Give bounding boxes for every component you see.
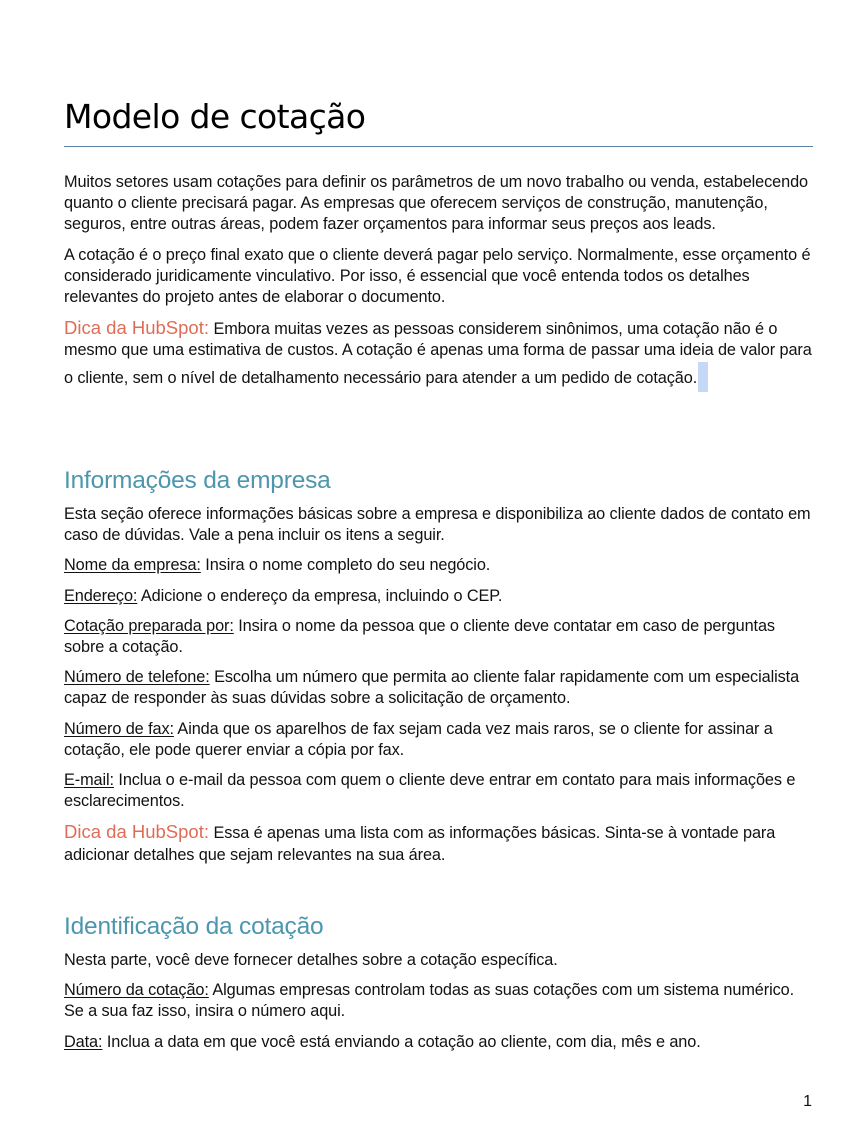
field-text: Inclua o e-mail da pessoa com quem o cliente deve entrar em contato para mais informações e esclarecimentos. xyxy=(64,771,796,811)
field-email[interactable] xyxy=(64,770,814,812)
title-divider xyxy=(64,146,813,147)
field-label: Nome da empresa: xyxy=(64,556,201,575)
field-label: Número de fax: xyxy=(64,719,174,738)
section-quote-identification xyxy=(64,912,814,1062)
section-company-info xyxy=(64,466,814,875)
field-label: Data: xyxy=(64,1032,103,1051)
intro-paragraph[interactable]: A cotação é o preço final exato que o cliente deverá pagar pelo serviço. Normalmente, esse orçamento é considerado juridicamente vinculativo. Por isso, é essencial que você entenda todos os detalhes relevantes do projeto antes de elaborar o documento. xyxy=(64,245,811,307)
tip-text: Essa é apenas uma lista com as informações básicas. Sinta-se à vontade para adicionar detalhes que sejam relevantes na sua área. xyxy=(64,824,776,864)
hubspot-tip[interactable] xyxy=(64,821,814,865)
field-text: Adicione o endereço da empresa, incluindo o CEP. xyxy=(137,586,503,605)
field-company-name[interactable] xyxy=(64,555,814,576)
field-prepared-by[interactable] xyxy=(64,616,814,658)
text-cursor-selection xyxy=(698,362,708,392)
section-heading[interactable]: Identificação da cotação xyxy=(64,913,324,940)
page-number: 1 xyxy=(803,1093,812,1110)
field-address[interactable] xyxy=(64,586,814,607)
field-phone[interactable] xyxy=(64,667,814,709)
intro-paragraph[interactable]: Muitos setores usam cotações para definir os parâmetros de um novo trabalho ou venda, estabelecendo quanto o cliente precisará pagar. As empresas que oferecem serviços de construção, manutenção, seguros, entre outras áreas, podem fazer orçamentos para informar seus preços aos leads. xyxy=(64,173,808,234)
field-text: Insira o nome completo do seu negócio. xyxy=(200,556,491,575)
field-label: Cotação preparada por: xyxy=(64,616,234,635)
field-fax[interactable] xyxy=(64,719,814,761)
field-label: Número da cotação: xyxy=(64,981,209,1000)
hubspot-tip[interactable] xyxy=(64,317,814,391)
section-intro[interactable]: Nesta parte, você deve fornecer detalhes sobre a cotação específica. xyxy=(64,951,558,969)
field-text: Inclua a data em que você está enviando a cotação ao cliente, com dia, mês e ano. xyxy=(102,1032,701,1051)
tip-text: Embora muitas vezes as pessoas considerem sinônimos, uma cotação não é o mesmo que uma estimativa de custos. A cotação é apenas uma forma de passar uma ideia de valor para o cliente, sem o nível de detalhamento necessário para atender a um pedido de cotação. xyxy=(64,320,812,387)
field-label: E-mail: xyxy=(64,771,114,790)
field-text: Algumas empresas controlam todas as suas cotações com um sistema numérico. Se a sua faz isso, insira o número aqui. xyxy=(64,981,795,1021)
field-quote-number[interactable] xyxy=(64,980,814,1022)
field-label: Número de telefone: xyxy=(64,668,210,687)
field-text: Escolha um número que permita ao cliente falar rapidamente com um especialista capaz de responder às suas dúvidas sobre a solicitação de orçamento. xyxy=(64,668,800,708)
intro-block xyxy=(64,172,814,401)
field-label: Endereço: xyxy=(64,586,138,605)
document-title[interactable]: Modelo de cotação xyxy=(64,97,366,136)
field-text: Insira o nome da pessoa que o cliente deve contatar em caso de perguntas sobre a cotação. xyxy=(64,616,775,657)
section-intro[interactable]: Esta seção oferece informações básicas sobre a empresa e disponibiliza ao cliente dados de contato em caso de dúvidas. Vale a pena incluir os itens a seguir. xyxy=(64,505,811,545)
field-date[interactable] xyxy=(64,1032,814,1053)
section-heading[interactable]: Informações da empresa xyxy=(64,467,331,494)
field-text: Ainda que os aparelhos de fax sejam cada vez mais raros, se o cliente for assinar a cotação, ele pode querer enviar a cópia por fax. xyxy=(64,719,773,759)
tip-label: Dica da HubSpot: xyxy=(64,317,210,339)
tip-label: Dica da HubSpot: xyxy=(64,821,210,843)
